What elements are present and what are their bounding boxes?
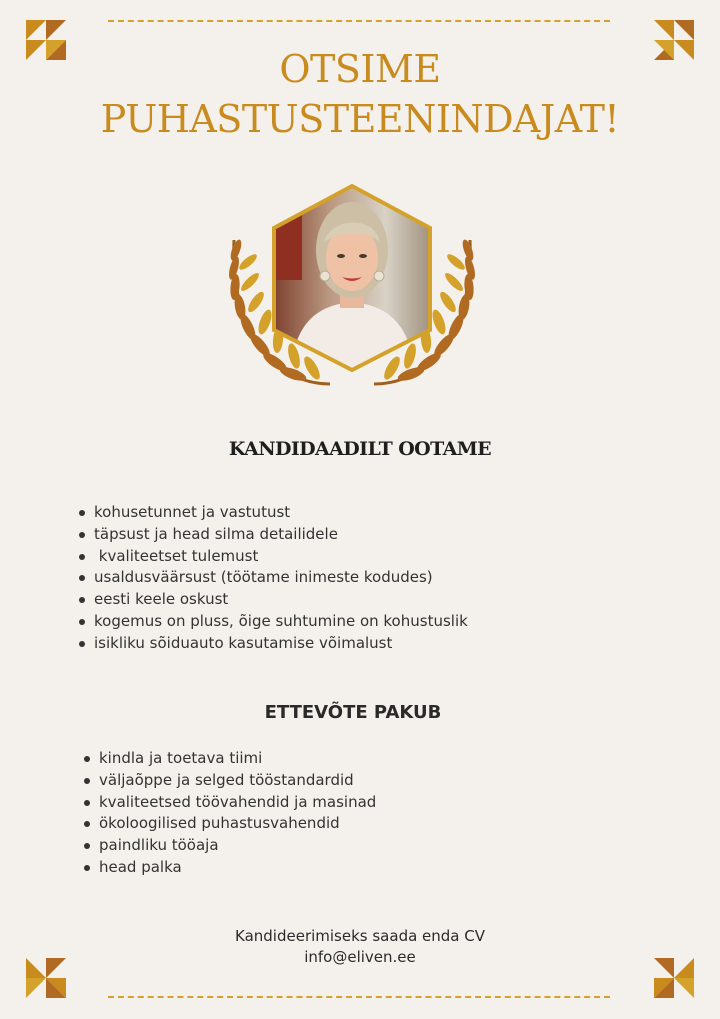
list-item: kvaliteetsed töövahendid ja masinad	[83, 792, 376, 814]
list-item: väljaõppe ja selged tööstandardid	[83, 770, 376, 792]
top-dashed-divider	[108, 20, 610, 22]
list-item: isikliku sõiduauto kasutamise võimalust	[78, 633, 468, 655]
list-item: ökoloogilised puhastusvahendid	[83, 813, 376, 835]
list-item: kvaliteetset tulemust	[78, 546, 468, 568]
list-item: kohusetunnet ja vastutust	[78, 502, 468, 524]
offer-heading: ETTEVÕTE PAKUB	[264, 702, 442, 723]
requirements-heading: KANDIDAADILT OOTAME	[228, 438, 492, 460]
list-item: paindliku tööaja	[83, 835, 376, 857]
photo-emblem	[190, 170, 530, 420]
title-line-1: OTSIME	[279, 47, 441, 91]
list-item: kogemus on pluss, õige suhtumine on kohustuslik	[78, 611, 468, 633]
list-item: täpsust ja head silma detailidele	[78, 524, 468, 546]
offer-list	[83, 748, 376, 879]
requirements-list	[78, 502, 468, 655]
apply-instruction: Kandideerimiseks saada enda CV	[235, 927, 485, 945]
list-item: eesti keele oskust	[78, 589, 468, 611]
list-item: usaldusväärsust (töötame inimeste kodudes)	[78, 567, 468, 589]
list-item: head palka	[83, 857, 376, 879]
contact-email[interactable]: info@eliven.ee	[304, 948, 416, 966]
title-line-2: PUHASTUSTEENINDAJAT!	[100, 97, 620, 141]
list-item: kindla ja toetava tiimi	[83, 748, 376, 770]
bottom-dashed-divider	[108, 996, 610, 998]
page-title	[0, 44, 720, 144]
